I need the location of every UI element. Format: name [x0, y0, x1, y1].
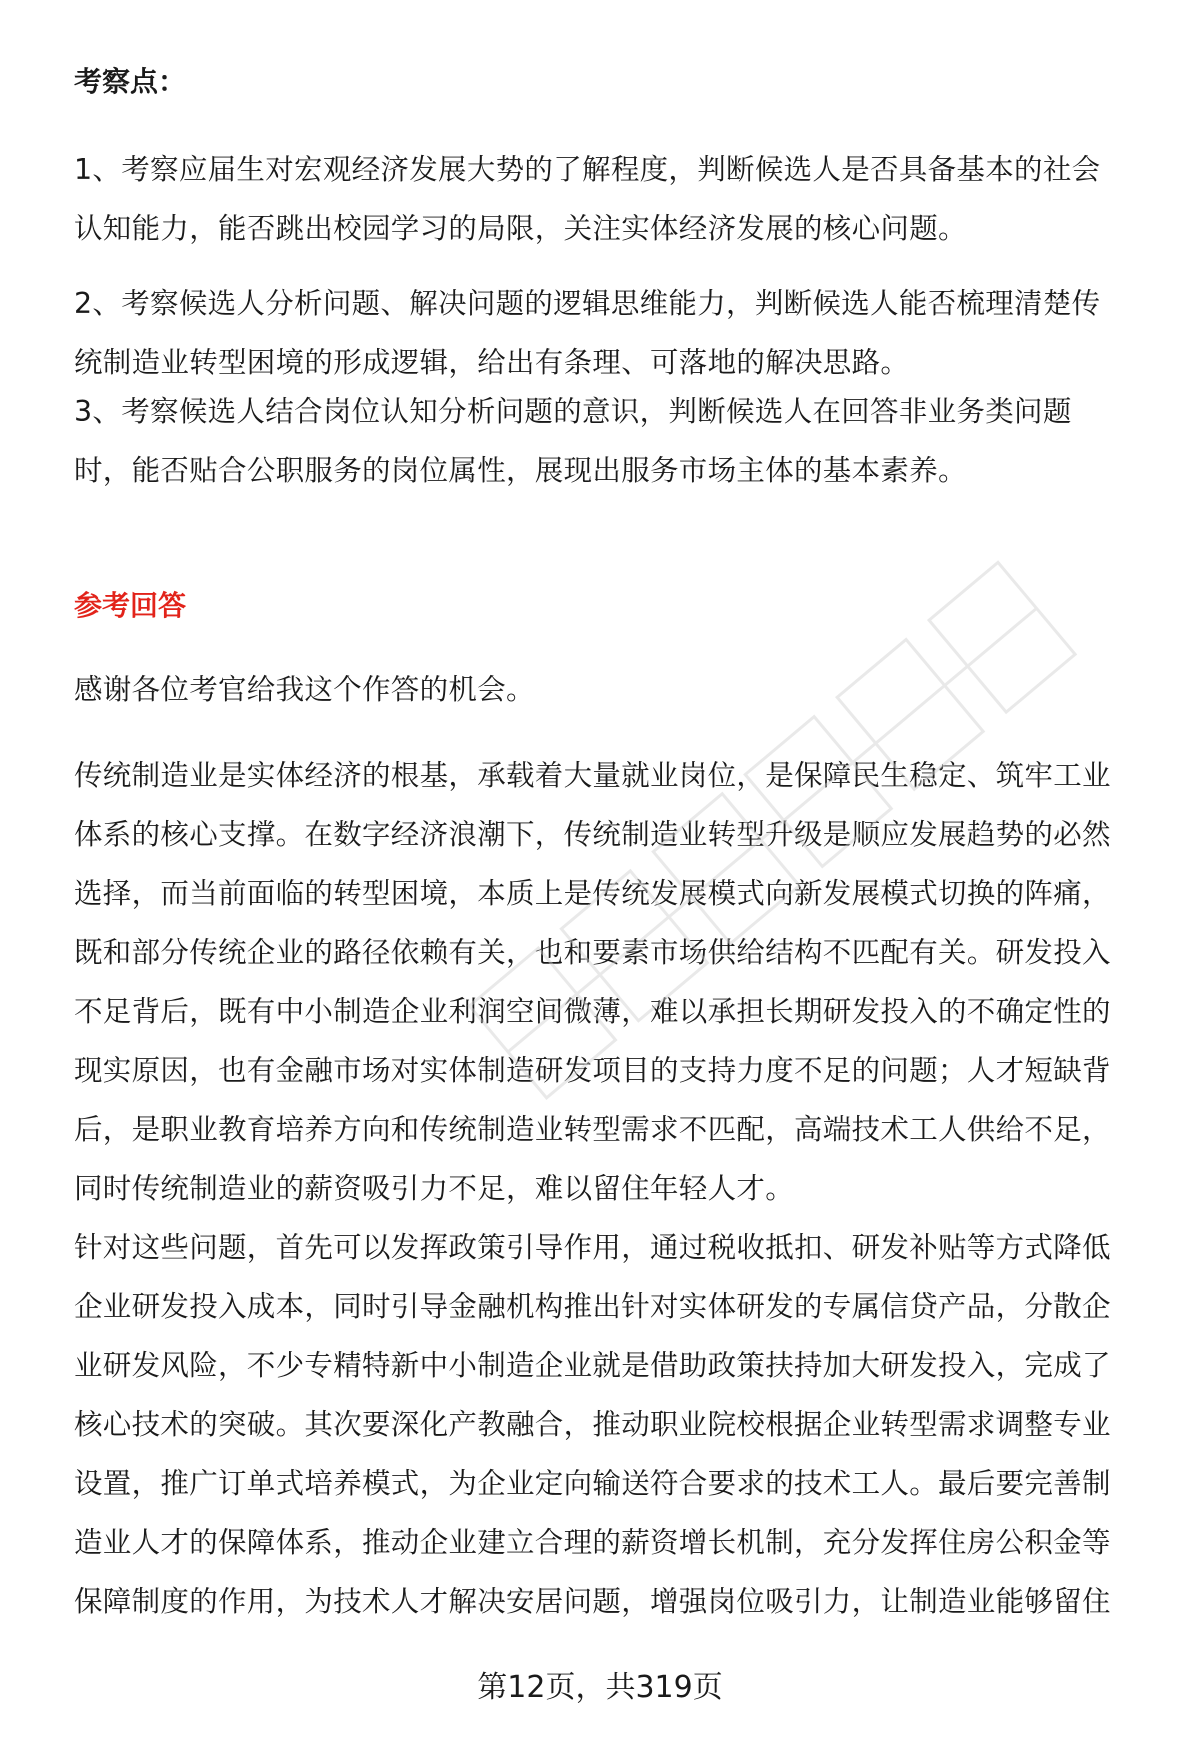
exam-point-1-line-1: 1、考察应届生对宏观经济发展大势的了解程度，判断候选人是否具备基本的社会 [74, 153, 1101, 186]
answer-opening [74, 660, 1140, 719]
answer-p1-line-6: 现实原因，也有金融市场对实体制造研发项目的支持力度不足的问题；人才短缺背 [74, 1054, 1111, 1087]
answer-paragraph-2 [74, 1218, 1140, 1631]
exam-point-1 [74, 140, 1140, 258]
document-page [74, 0, 1140, 1755]
answer-p1-line-1: 传统制造业是实体经济的根基，承载着大量就业岗位，是保障民生稳定、筑牢工业 [74, 759, 1111, 792]
answer-p2-line-2: 企业研发投入成本，同时引导金融机构推出针对实体研发的专属信贷产品，分散企 [74, 1290, 1111, 1323]
answer-p1-line-3: 选择，而当前面临的转型困境，本质上是传统发展模式向新发展模式切换的阵痛， [74, 877, 1111, 910]
answer-opening-line: 感谢各位考官给我这个作答的机会。 [74, 673, 535, 706]
exam-point-3-line-1: 3、考察候选人结合岗位认知分析问题的意识，判断候选人在回答非业务类问题 [74, 395, 1072, 428]
answer-p1-line-4: 既和部分传统企业的路径依赖有关，也和要素市场供给结构不匹配有关。研发投入 [74, 936, 1111, 969]
answer-p2-line-5: 设置，推广订单式培养模式，为企业定向输送符合要求的技术工人。最后要完善制 [74, 1467, 1111, 1500]
exam-point-3 [74, 382, 1140, 500]
answer-p1-line-8: 同时传统制造业的薪资吸引力不足，难以留住年轻人才。 [74, 1172, 795, 1205]
answer-p2-line-6: 造业人才的保障体系，推动企业建立合理的薪资增长机制，充分发挥住房公积金等 [74, 1526, 1111, 1559]
answer-p1-line-5: 不足背后，既有中小制造企业利润空间微薄，难以承担长期研发投入的不确定性的 [74, 995, 1111, 1028]
exam-point-2-line-2: 统制造业转型困境的形成逻辑，给出有条理、可落地的解决思路。 [74, 346, 910, 379]
answer-p2-line-1: 针对这些问题，首先可以发挥政策引导作用，通过税收抵扣、研发补贴等方式降低 [74, 1231, 1111, 1264]
exam-point-2-line-1: 2、考察候选人分析问题、解决问题的逻辑思维能力，判断候选人能否梳理清楚传 [74, 287, 1101, 320]
answer-p1-line-2: 体系的核心支撑。在数字经济浪潮下，传统制造业转型升级是顺应发展趋势的必然 [74, 818, 1111, 851]
answer-paragraph-1 [74, 746, 1140, 1218]
answer-p2-line-3: 业研发风险，不少专精特新中小制造企业就是借助政策扶持加大研发投入，完成了 [74, 1349, 1111, 1382]
answer-p2-line-7: 保障制度的作用，为技术人才解决安居问题，增强岗位吸引力，让制造业能够留住 [74, 1585, 1111, 1618]
answer-p2-line-4: 核心技术的突破。其次要深化产教融合，推动职业院校根据企业转型需求调整专业 [74, 1408, 1111, 1441]
answer-p1-line-7: 后，是职业教育培养方向和传统制造业转型需求不匹配，高端技术工人供给不足， [74, 1113, 1111, 1146]
exam-point-2 [74, 274, 1140, 392]
exam-points-heading: 考察点： [74, 65, 187, 98]
exam-point-1-line-2: 认知能力，能否跳出校园学习的局限，关注实体经济发展的核心问题。 [74, 212, 967, 245]
page-footer: 第12页，共319页 [477, 1670, 723, 1705]
exam-point-3-line-2: 时，能否贴合公职服务的岗位属性，展现出服务市场主体的基本素养。 [74, 454, 967, 487]
reference-answer-heading: 参考回答 [74, 589, 187, 622]
